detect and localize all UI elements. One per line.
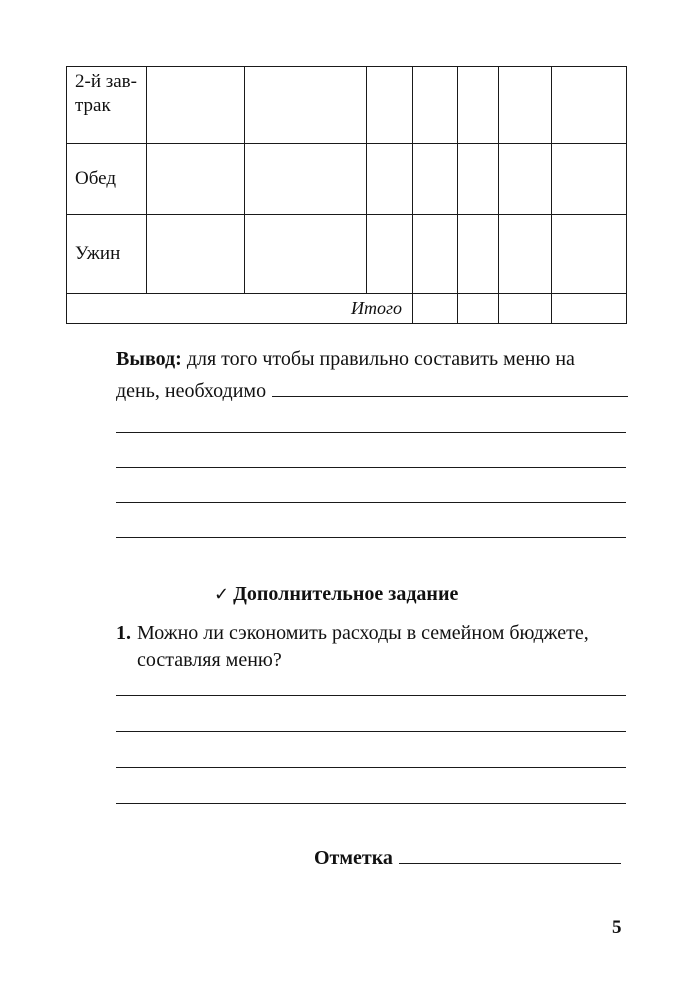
check-icon: ✓ [214,584,230,605]
table-cell[interactable] [413,215,458,294]
total-label-text: Итого [350,298,402,318]
table-row-lunch [67,144,627,215]
table-cell[interactable] [367,144,413,215]
answer-line[interactable] [116,731,626,732]
table-row-total [67,294,627,324]
meal-label-text: Ужин [75,243,121,264]
meal-label-text: 2-й зав- трак [75,71,137,116]
table-cell[interactable] [499,67,552,144]
extra-task-title: Дополнительное задание [233,583,459,605]
table-cell[interactable] [245,67,367,144]
meal-label [67,67,147,144]
table-cell[interactable] [413,294,458,324]
table-cell[interactable] [458,215,499,294]
table-row-dinner [67,215,627,294]
conclusion-block [116,343,628,407]
menu-table [66,66,627,324]
table-cell[interactable] [147,144,245,215]
grade-label: Отметка [314,847,393,869]
total-label [67,294,413,324]
table-cell[interactable] [499,294,552,324]
table-cell[interactable] [552,215,627,294]
meal-label [67,215,147,294]
table-cell[interactable] [413,67,458,144]
table-cell[interactable] [147,67,245,144]
table-cell[interactable] [458,67,499,144]
table-cell[interactable] [413,144,458,215]
table-cell[interactable] [499,144,552,215]
answer-line[interactable] [116,502,626,503]
question-text: Можно ли сэкономить расходы в семейном бюджете, составляя меню? [137,622,589,671]
answer-fill-line[interactable] [272,376,628,397]
table-cell[interactable] [552,294,627,324]
table-cell[interactable] [367,215,413,294]
table-cell[interactable] [499,215,552,294]
table-cell[interactable] [552,144,627,215]
table-cell[interactable] [458,144,499,215]
table-cell[interactable] [147,215,245,294]
conclusion-line-2 [116,375,628,407]
conclusion-text-2: день, необходимо [116,380,267,402]
answer-line[interactable] [116,432,626,433]
answer-line[interactable] [116,695,626,696]
conclusion-line-1 [116,343,628,375]
table-cell[interactable] [552,67,627,144]
page-number: 5 [612,917,622,938]
table-row-second-breakfast [67,67,627,144]
meal-label-text: Обед [75,168,116,189]
grade-field [314,845,621,870]
answer-line[interactable] [116,803,626,804]
answer-line[interactable] [116,767,626,768]
conclusion-label: Вывод: [116,348,182,370]
table-cell[interactable] [458,294,499,324]
meal-label [67,144,147,215]
table-cell[interactable] [367,67,413,144]
grade-fill-line[interactable] [399,845,621,864]
question-number: 1. [116,622,131,644]
answer-line[interactable] [116,467,626,468]
question-item [116,620,636,674]
conclusion-text-1: для того чтобы правильно составить меню на [181,348,575,370]
extra-task-heading [214,580,458,609]
table-cell[interactable] [245,215,367,294]
table-cell[interactable] [245,144,367,215]
answer-line[interactable] [116,537,626,538]
